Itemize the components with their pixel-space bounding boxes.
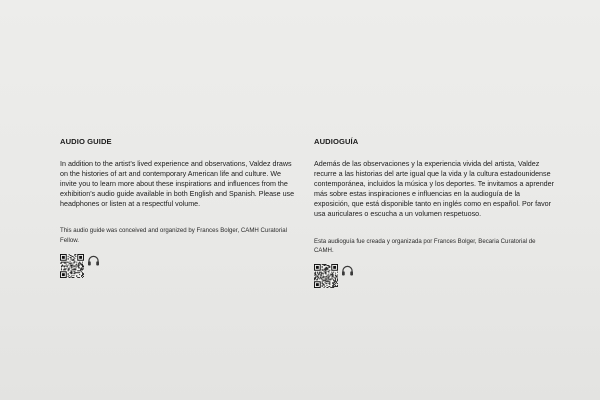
audioguia-credit: Esta audioguía fue creada y organizada por Frances Bolger, Becaria Curatorial de CAMH.: [314, 237, 536, 255]
audioguia-heading: AUDIOGUÍA: [314, 137, 359, 146]
qr-code-icon[interactable]: [314, 264, 338, 288]
audioguia-description: Además de las observaciones y la experiencia vivida del artista, Valdez recurre a las historias del arte igual que la vida y la cultura estadounidense contemporánea, incluidos la música y los deportes. Te invitamos a aprender más sobre estas inspiraciones e influencias en la audioguía de la exposición, que está disponible tanto en inglés como en español. Por favor usa auriculares o escucha a un volumen respetuoso.: [314, 160, 555, 219]
qr-code-icon[interactable]: [60, 254, 84, 278]
headphones-icon: [341, 265, 354, 276]
audioguia-codes: [314, 264, 554, 288]
headphones-icon: [87, 255, 100, 266]
audio-guide-credit: This audio guide was conceived and organized by Frances Bolger, CAMH Curatorial Fellow.: [60, 227, 287, 245]
audio-guide-panel-english: [60, 137, 296, 278]
audio-guide-panel-spanish: [314, 137, 554, 288]
audio-guide-heading: AUDIO GUIDE: [60, 137, 112, 146]
audio-guide-codes: [60, 254, 296, 278]
audio-guide-description: In addition to the artist’s lived experience and observations, Valdez draws on the histories of art and contemporary American life and culture. We invite you to learn more about these inspirations and influences from the exhibition’s audio guide available in both English and Spanish. Please use headphones or listen at a respectful volume.: [60, 160, 295, 209]
